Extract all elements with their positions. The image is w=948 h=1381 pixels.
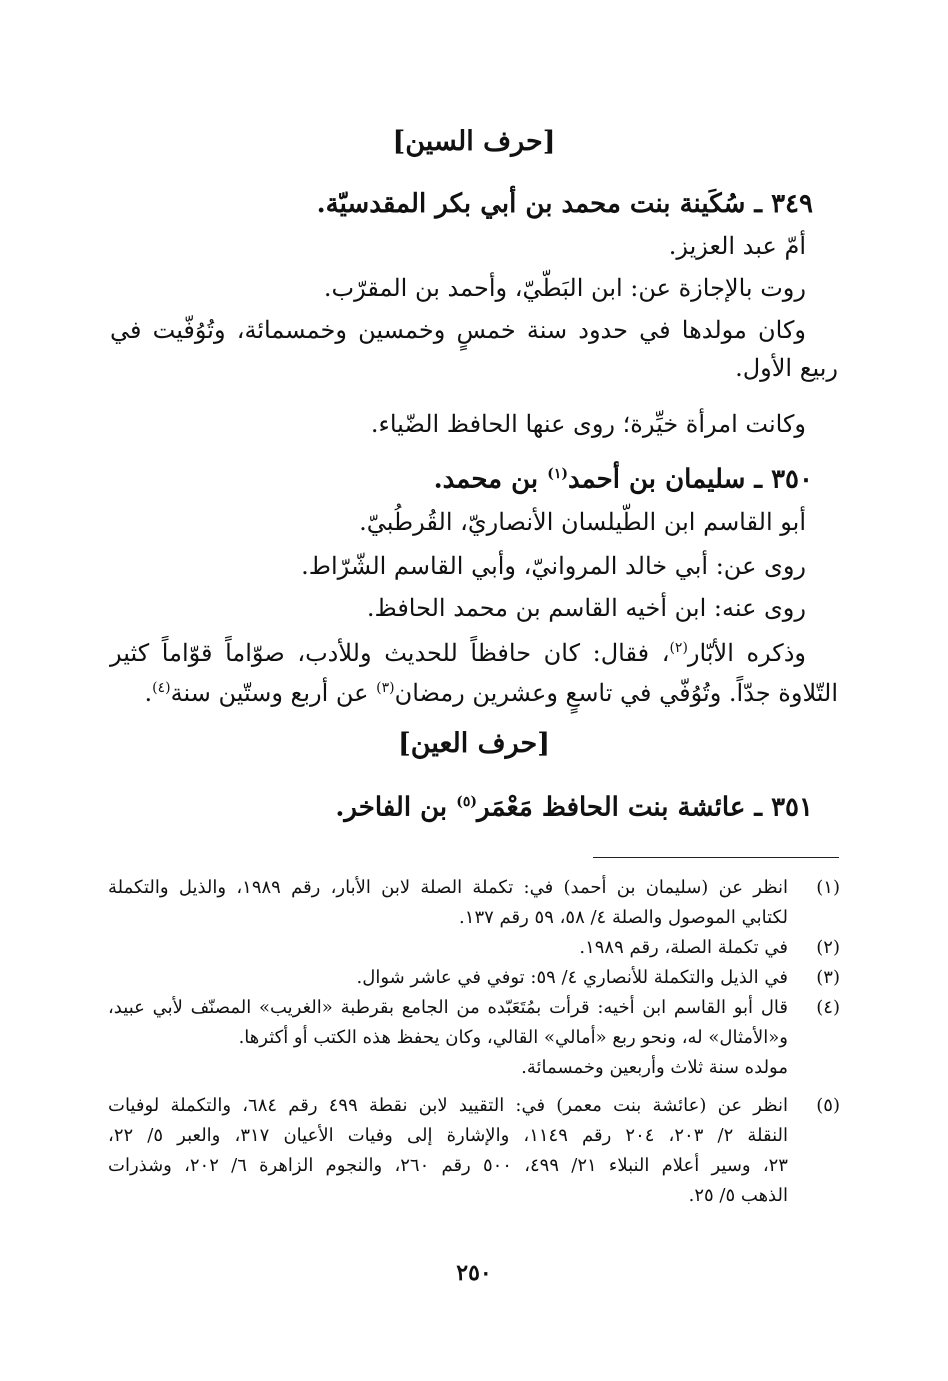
footnote-5-line-2: النقلة ٢/ ٢٠٣، ٢٠٤ رقم ١١٤٩، والإشارة إلى وفيات الأعيان ٣١٧، والعبر ٥/ ٢٢، [108,1125,789,1146]
footnote-3-line-1: في الذيل والتكملة للأنصاري ٤/ ٥٩: توفي في عاشر شوال. [356,967,788,988]
footnote-4-line-2: و«الأمثال» له، ونحو ربع «أمالي» القالي، وكان يحفظ هذه الكتب أو أكثرها. [238,1027,788,1048]
footnote-divider [593,857,839,858]
entry-350-line-3: روى عنه: ابن أخيه القاسم بن محمد الحافظ. [366,594,806,622]
entry-349-line-3: وكان مولدها في حدود سنة خمسٍ وخمسين وخمسمائة، وتُوُفّيت في [110,316,806,344]
footnote-3-number: (٣) [816,967,840,988]
entry-351-title-suffix: بن الفاخر. [335,792,457,823]
footnote-ref-2: (٢) [669,640,688,656]
entry-349-line-5: وكانت امرأة خيِّرة؛ روى عنها الحافظ الضّياء. [370,410,806,438]
footnote-5-line-3: ٢٣، وسير أعلام النبلاء ٢١/ ٤٩٩، ٥٠٠ رقم ٢٦٠، والنجوم الزاهرة ٦/ ٢٠٢، وشذرات [108,1155,788,1176]
footnote-ref-1: (١) [547,466,568,482]
entry-350-line-4 [110,630,806,671]
entry-350-line-5 [145,670,839,711]
entry-350-title-suffix: بن محمد. [433,464,548,495]
footnote-4-number: (٤) [816,997,840,1018]
footnote-2-line-1: في تكملة الصلة، رقم ١٩٨٩. [579,937,788,958]
entry-350-line-5-c: . [144,679,153,707]
footnote-1-line-1: انظر عن (سليمان بن أحمد) في: تكملة الصلة لابن الأبار، رقم ١٩٨٩، والذيل والتكملة [108,877,788,898]
entry-350-line-5-a: التّلاوة جدّاً. وتُوُفّي في تاسعٍ وعشرين رمضان [394,679,838,707]
page-number: ٢٥٠ [456,1260,492,1286]
footnote-1-line-2: لكتابي الموصول والصلة ٤/ ٥٨، ٥٩ رقم ١٣٧. [459,907,788,928]
section-heading-ayn: [حرف العين] [398,728,550,759]
section-heading-sin: [حرف السين] [392,126,556,157]
entry-349-line-1: أمّ عبد العزيز. [668,232,806,260]
footnote-5-line-1: انظر عن (عائشة بنت معمر) في: التقييد لابن نقطة ٤٩٩ رقم ٦٨٤، والتكملة لوفيات [108,1095,788,1116]
entry-349-line-4: ربيع الأول. [735,354,838,382]
footnote-2-number: (٢) [816,937,840,958]
footnote-4-line-3: مولده سنة ثلاث وأربعين وخمسمائة. [521,1057,788,1078]
entry-350-line-1: أبو القاسم ابن الطّيلسان الأنصاريّ، القُرطُبيّ. [359,508,806,536]
entry-350-line-4-a: وذكره الأبّار [687,639,806,667]
entry-351-title-text: ٣٥١ ـ عائشة بنت الحافظ مَعْمَر [476,792,813,823]
footnote-ref-5: (٥) [456,794,477,810]
entry-350-title-text: ٣٥٠ ـ سليمان بن أحمد [567,464,813,495]
entry-349-title: ٣٤٩ ـ سُكَينة بنت محمد بن أبي بكر المقدسيّة. [316,189,813,219]
footnote-5-line-4: الذهب ٥/ ٢٥. [688,1185,788,1206]
entry-350-line-2: روى عن: أبي خالد المروانيّ، وأبي القاسم الشّرّاط. [301,552,806,580]
entry-350-line-4-b: ، فقال: كان حافظاً للحديث وللأدب، صوّاماً قوّاماً كثير [110,639,670,667]
entry-351-title [335,784,813,826]
footnote-1-number: (١) [816,877,840,898]
entry-350-title [434,456,813,498]
entry-350-line-5-b: عن أربع وستّين سنة [170,679,377,707]
footnote-5-number: (٥) [816,1095,840,1116]
footnote-ref-3: (٣) [376,680,395,696]
entry-349-line-2: روت بالإجازة عن: ابن البَطّيّ، وأحمد بن المقرّب. [323,274,806,302]
footnote-ref-4: (٤) [152,680,171,696]
footnote-4-line-1: قال أبو القاسم ابن أخيه: قرأت بمُتَعَبّده من الجامع بقرطبة «الغريب» المصنّف لأبي عبيد، [108,997,788,1018]
